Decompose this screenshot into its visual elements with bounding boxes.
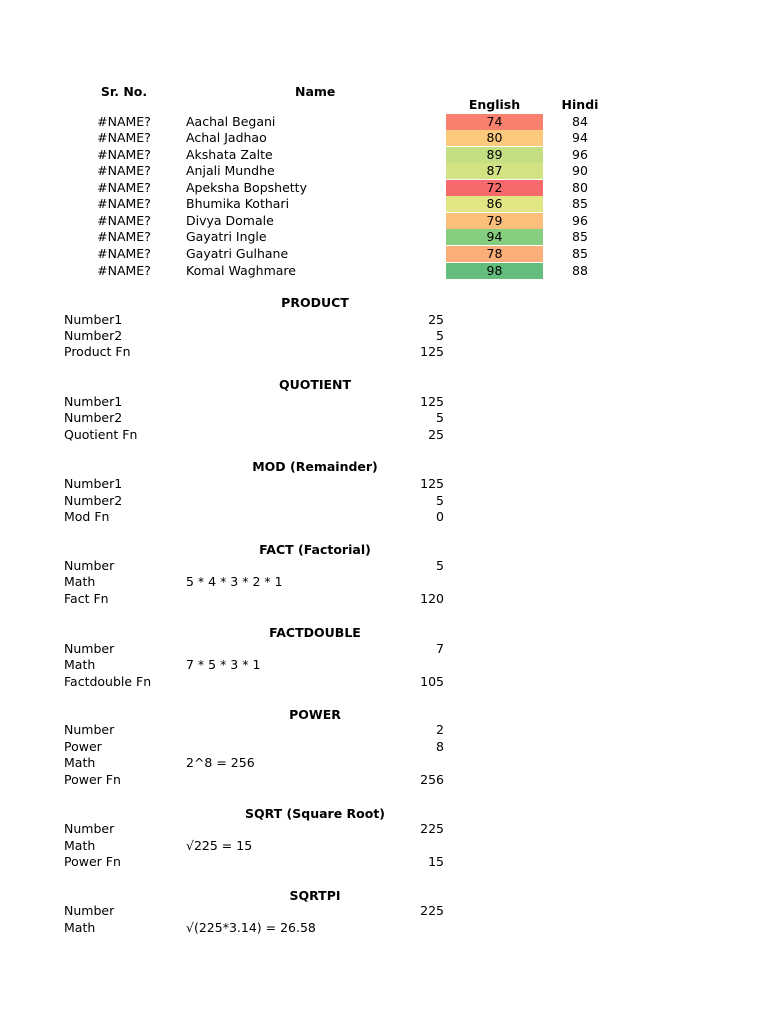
power-value-2: 8: [436, 739, 444, 754]
quotient-value-1: 125: [420, 394, 444, 409]
english-cell: 74: [446, 114, 543, 130]
mod-title: MOD (Remainder): [252, 459, 378, 474]
fact-math: 5 * 4 * 3 * 2 * 1: [186, 574, 283, 589]
quotient-title: QUOTIENT: [278, 377, 352, 392]
product-title: PRODUCT: [281, 295, 349, 310]
sqrtpi-label-1: Number: [64, 903, 115, 918]
hindi-cell: 84: [572, 114, 588, 129]
factdouble-label-3: Factdouble Fn: [64, 674, 152, 689]
sqrtpi-title: SQRTPI: [289, 888, 341, 903]
fact-label-3: Fact Fn: [64, 591, 109, 606]
sqrtpi-value-1: 225: [420, 903, 444, 918]
name-cell: Akshata Zalte: [186, 147, 273, 162]
name-cell: Komal Waghmare: [186, 263, 296, 278]
english-cell: 86: [446, 196, 543, 212]
sqrt-label-2: Math: [64, 838, 96, 853]
power-value-4: 256: [420, 772, 444, 787]
sqrtpi-math: √(225*3.14) = 26.58: [186, 920, 316, 935]
english-cell: 87: [446, 163, 543, 179]
hindi-cell: 88: [572, 263, 588, 278]
mod-value-1: 125: [420, 476, 444, 491]
mod-value-3: 0: [436, 509, 444, 524]
english-cell: 94: [446, 229, 543, 245]
product-value-1: 25: [428, 312, 444, 327]
mod-label-1: Number1: [64, 476, 123, 491]
sqrt-label-1: Number: [64, 821, 115, 836]
sqrt-label-3: Power Fn: [64, 854, 121, 869]
sr-cell: #NAME?: [97, 196, 151, 211]
factdouble-value-1: 7: [436, 641, 444, 656]
name-cell: Divya Domale: [186, 213, 274, 228]
sr-cell: #NAME?: [97, 147, 151, 162]
quotient-value-3: 25: [428, 427, 444, 442]
english-cell: 98: [446, 263, 543, 279]
hindi-cell: 80: [572, 180, 588, 195]
fact-label-2: Math: [64, 574, 96, 589]
power-label-4: Power Fn: [64, 772, 121, 787]
name-cell: Aachal Begani: [186, 114, 276, 129]
sr-no-header: Sr. No.: [100, 84, 148, 99]
sqrt-math: √225 = 15: [186, 838, 253, 853]
name-cell: Apeksha Bopshetty: [186, 180, 307, 195]
quotient-label-3: Quotient Fn: [64, 427, 138, 442]
name-cell: Gayatri Ingle: [186, 229, 267, 244]
sr-cell: #NAME?: [97, 213, 151, 228]
fact-label-1: Number: [64, 558, 115, 573]
hindi-header: Hindi: [561, 97, 599, 112]
hindi-cell: 96: [572, 213, 588, 228]
factdouble-label-1: Number: [64, 641, 115, 656]
hindi-cell: 96: [572, 147, 588, 162]
power-value-1: 2: [436, 722, 444, 737]
product-label-1: Number1: [64, 312, 123, 327]
english-cell: 72: [446, 180, 543, 196]
power-label-2: Power: [64, 739, 102, 754]
factdouble-label-2: Math: [64, 657, 96, 672]
english-cell: 78: [446, 246, 543, 262]
sr-cell: #NAME?: [97, 163, 151, 178]
english-cell: 79: [446, 213, 543, 229]
sqrtpi-label-2: Math: [64, 920, 96, 935]
quotient-label-1: Number1: [64, 394, 123, 409]
sr-cell: #NAME?: [97, 114, 151, 129]
name-cell: Gayatri Gulhane: [186, 246, 289, 261]
sqrt-title: SQRT (Square Root): [244, 806, 386, 821]
fact-value-3: 120: [420, 591, 444, 606]
mod-label-2: Number2: [64, 493, 123, 508]
mod-label-3: Mod Fn: [64, 509, 110, 524]
power-label-3: Math: [64, 755, 96, 770]
sr-cell: #NAME?: [97, 180, 151, 195]
name-cell: Anjali Mundhe: [186, 163, 275, 178]
fact-title: FACT (Factorial): [259, 542, 371, 557]
sr-cell: #NAME?: [97, 229, 151, 244]
sr-cell: #NAME?: [97, 246, 151, 261]
factdouble-math: 7 * 5 * 3 * 1: [186, 657, 261, 672]
hindi-cell: 94: [572, 130, 588, 145]
product-label-2: Number2: [64, 328, 123, 343]
hindi-cell: 85: [572, 229, 588, 244]
hindi-cell: 85: [572, 196, 588, 211]
hindi-cell: 90: [572, 163, 588, 178]
product-value-2: 5: [436, 328, 444, 343]
sr-cell: #NAME?: [97, 130, 151, 145]
quotient-label-2: Number2: [64, 410, 123, 425]
power-math: 2^8 = 256: [186, 755, 255, 770]
english-cell: 80: [446, 130, 543, 146]
name-cell: Achal Jadhao: [186, 130, 267, 145]
product-value-3: 125: [420, 344, 444, 359]
quotient-value-2: 5: [436, 410, 444, 425]
sqrt-value-1: 225: [420, 821, 444, 836]
factdouble-title: FACTDOUBLE: [269, 625, 361, 640]
power-title: POWER: [289, 707, 341, 722]
fact-value-1: 5: [436, 558, 444, 573]
name-cell: Bhumika Kothari: [186, 196, 290, 211]
english-header: English: [468, 97, 521, 112]
sqrt-value-3: 15: [428, 854, 444, 869]
factdouble-value-3: 105: [420, 674, 444, 689]
product-label-3: Product Fn: [64, 344, 131, 359]
name-header: Name: [295, 84, 336, 99]
english-cell: 89: [446, 147, 543, 163]
sr-cell: #NAME?: [97, 263, 151, 278]
power-label-1: Number: [64, 722, 115, 737]
mod-value-2: 5: [436, 493, 444, 508]
hindi-cell: 85: [572, 246, 588, 261]
